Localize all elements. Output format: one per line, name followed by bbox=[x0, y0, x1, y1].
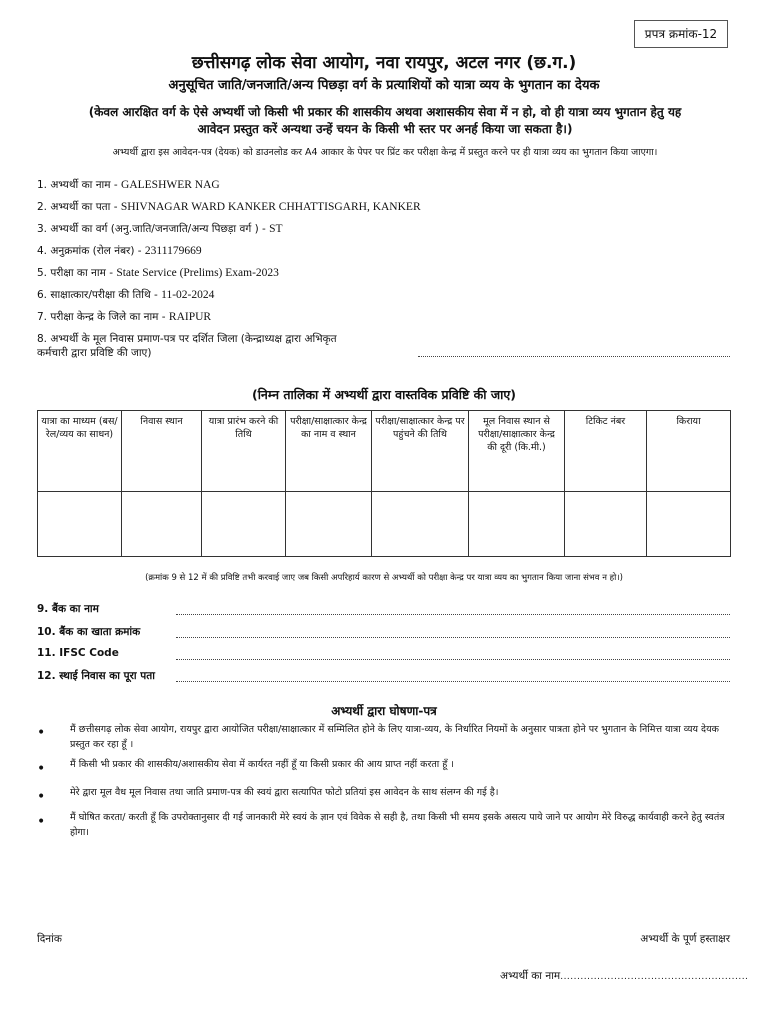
candidate-name-signature-line bbox=[500, 969, 748, 983]
ifsc-code-label: 11. IFSC Code bbox=[37, 647, 119, 659]
table-row bbox=[38, 492, 731, 557]
field-value: GALESHWER NAG bbox=[121, 179, 220, 191]
eligibility-note-line-2: आवेदन प्रस्तुत करें अन्यथा उन्हें चयन के किसी भी स्तर पर अनर्ह किया जा सकता है।) bbox=[197, 122, 573, 136]
column-header-start-date: यात्रा प्रारंभ करने की तिथि bbox=[202, 411, 286, 492]
field-label-line-1: 8. अभ्यर्थी के मूल निवास प्रमाण-पत्र पर दर्शित जिला (केन्द्राध्यक्ष द्वारा अभिकृत bbox=[37, 333, 337, 345]
bank-name-entry[interactable] bbox=[176, 614, 730, 615]
field-exam-district bbox=[37, 310, 211, 324]
field-candidate-name bbox=[37, 178, 220, 192]
field-label: 1. अभ्यर्थी का नाम - bbox=[37, 179, 122, 191]
column-header-center-name: परीक्षा/साक्षात्कार केन्द्र का नाम व स्थान bbox=[286, 411, 372, 492]
column-header-fare: किराया bbox=[647, 411, 731, 492]
bullet-icon: • bbox=[37, 761, 46, 777]
bullet-icon: • bbox=[37, 789, 46, 805]
table-cell-start-date[interactable] bbox=[202, 492, 286, 557]
eligibility-note-line-1: (केवल आरक्षित वर्ग के ऐसे अभ्यर्थी जो किसी भी प्रकार की शासकीय अथवा अशासकीय सेवा में न हो, वो ही यात्रा व्यय भुगतान हेतु यह bbox=[88, 105, 682, 119]
account-number-entry[interactable] bbox=[176, 637, 730, 638]
table-cell-travel-mode[interactable] bbox=[38, 492, 122, 557]
column-header-ticket-number: टिकिट नंबर bbox=[565, 411, 647, 492]
bank-details-note: (क्रमांक 9 से 12 में की प्रविष्टि तभी करवाई जाए जब किसी अपरिहार्य कारण से अभ्यर्थी को परीक्षा केन्द्र पर यात्रा व्यय का भुगतान किया जाना संभव न हो।) bbox=[145, 573, 623, 583]
declaration-item: मैं छत्तीसगढ़ लोक सेवा आयोग, रायपुर द्वारा आयोजित परीक्षा/साक्षात्कार में सम्मिलित होने के लिए यात्रा-व्यय, के निर्धारित नियमों के अनुसार पात्रता होने पर भुगतान के निमित्त यात्रा व्यय देयक प्रस्तुत कर रहा हूँ । bbox=[70, 724, 719, 750]
eligibility-note bbox=[40, 104, 730, 138]
candidate-name-label: अभ्यर्थी का नाम bbox=[500, 970, 561, 982]
field-value: State Service (Prelims) Exam-2023 bbox=[116, 267, 279, 279]
field-label: 6. साक्षात्कार/परीक्षा की तिथि - bbox=[37, 289, 162, 301]
date-label: दिनांक bbox=[37, 933, 62, 945]
permanent-address-label: 12. स्थाई निवास का पूरा पता bbox=[37, 670, 155, 682]
bank-name-label: 9. बैंक का नाम bbox=[37, 603, 99, 615]
table-cell-arrival-date[interactable] bbox=[372, 492, 469, 557]
declaration-item: मेरे द्वारा मूल वैध मूल निवास तथा जाति प्रमाण-पत्र की स्वयं द्वारा सत्यापित फोटो प्रतियां इस आवेदन के साथ संलग्न की गई है। bbox=[70, 787, 499, 798]
table-cell-fare[interactable] bbox=[647, 492, 731, 557]
bullet-icon: • bbox=[37, 814, 46, 830]
column-header-distance: मूल निवास स्थान से परीक्षा/साक्षात्कार केन्द्र की दूरी (कि.मी.) bbox=[469, 411, 565, 492]
field-roll-number bbox=[37, 244, 202, 258]
candidate-name-entry[interactable]: ........................................................ bbox=[560, 972, 749, 982]
travel-details-table bbox=[37, 410, 731, 557]
form-number-box: प्रपत्र क्रमांक-12 bbox=[634, 20, 728, 48]
print-instruction: अभ्यर्थी द्वारा इस आवेदन-पत्र (देयक) को डाउनलोड कर A4 आकार के पेपर पर प्रिंट कर परीक्षा केन्द्र में प्रस्तुत करने पर ही यात्रा व्यय का भुगतान किया जाएगा। bbox=[112, 147, 658, 158]
declaration-item: मैं घोषित करता/ करती हूँ कि उपरोक्तानुसार दी गई जानकारी मेरे स्वयं के ज्ञान एवं विवेक से सही है, तथा किसी भी समय इसके असत्य पाये जाने पर आयोग मेरे विरुद्ध कार्यवाही करने हेतु स्वतंत्र होगा। bbox=[70, 812, 725, 838]
field-exam-date bbox=[37, 288, 214, 302]
column-header-arrival-date: परीक्षा/साक्षात्कार केन्द्र पर पहुंचने की तिथि bbox=[372, 411, 469, 492]
domicile-district-entry[interactable] bbox=[418, 356, 730, 357]
field-label-line-2: कर्मचारी द्वारा प्रविष्टि की जाए) bbox=[37, 347, 152, 359]
field-candidate-address bbox=[37, 200, 421, 214]
table-header-row bbox=[38, 411, 731, 492]
field-domicile-district bbox=[37, 332, 337, 360]
field-label: 3. अभ्यर्थी का वर्ग (अनु.जाति/जनजाति/अन्य पिछड़ा वर्ग ) - bbox=[37, 223, 270, 235]
field-value: RAIPUR bbox=[168, 311, 212, 323]
account-number-label: 10. बैंक का खाता क्रमांक bbox=[37, 626, 141, 638]
ifsc-code-entry[interactable] bbox=[176, 659, 730, 660]
field-value: ST bbox=[269, 223, 283, 235]
permanent-address-entry[interactable] bbox=[176, 681, 730, 682]
declaration-title: अभ्यर्थी द्वारा घोषणा-पत्र bbox=[331, 704, 437, 718]
field-value: 11-02-2024 bbox=[161, 289, 215, 301]
document-title: छत्तीसगढ़ लोक सेवा आयोग, नवा रायपुर, अटल नगर (छ.ग.) bbox=[191, 53, 577, 73]
field-label: 2. अभ्यर्थी का पता - bbox=[37, 201, 121, 213]
table-cell-center-name[interactable] bbox=[286, 492, 372, 557]
table-cell-distance[interactable] bbox=[469, 492, 565, 557]
document-subtitle: अनुसूचित जाति/जनजाति/अन्य पिछड़ा वर्ग के प्रत्याशियों को यात्रा व्यय के भुगतान का देयक bbox=[168, 78, 600, 93]
field-exam-name bbox=[37, 266, 279, 280]
column-header-residence: निवास स्थान bbox=[122, 411, 202, 492]
field-value: SHIVNAGAR WARD KANKER CHHATTISGARH, KANKER bbox=[120, 201, 421, 213]
declaration-item: मैं किसी भी प्रकार की शासकीय/अशासकीय सेवा में कार्यरत नहीं हूँ या किसी प्रकार की आय प्राप्त नहीं करता हूँ । bbox=[70, 759, 454, 770]
signature-label: अभ्यर्थी के पूर्ण हस्ताक्षर bbox=[640, 933, 730, 945]
table-caption: (निम्न तालिका में अभ्यर्थी द्वारा वास्तविक प्रविष्टि की जाए) bbox=[251, 387, 517, 402]
field-candidate-category bbox=[37, 222, 283, 236]
column-header-travel-mode: यात्रा का माध्यम (बस/रेल/व्यय का साधन) bbox=[38, 411, 122, 492]
table-cell-residence[interactable] bbox=[122, 492, 202, 557]
field-value: 2311179669 bbox=[144, 245, 202, 257]
bullet-icon: • bbox=[37, 725, 46, 741]
field-label: 4. अनुक्रमांक (रोल नंबर) - bbox=[37, 245, 145, 257]
table-cell-ticket-number[interactable] bbox=[565, 492, 647, 557]
field-label: 7. परीक्षा केन्द्र के जिले का नाम - bbox=[37, 311, 169, 323]
field-label: 5. परीक्षा का नाम - bbox=[37, 267, 117, 279]
